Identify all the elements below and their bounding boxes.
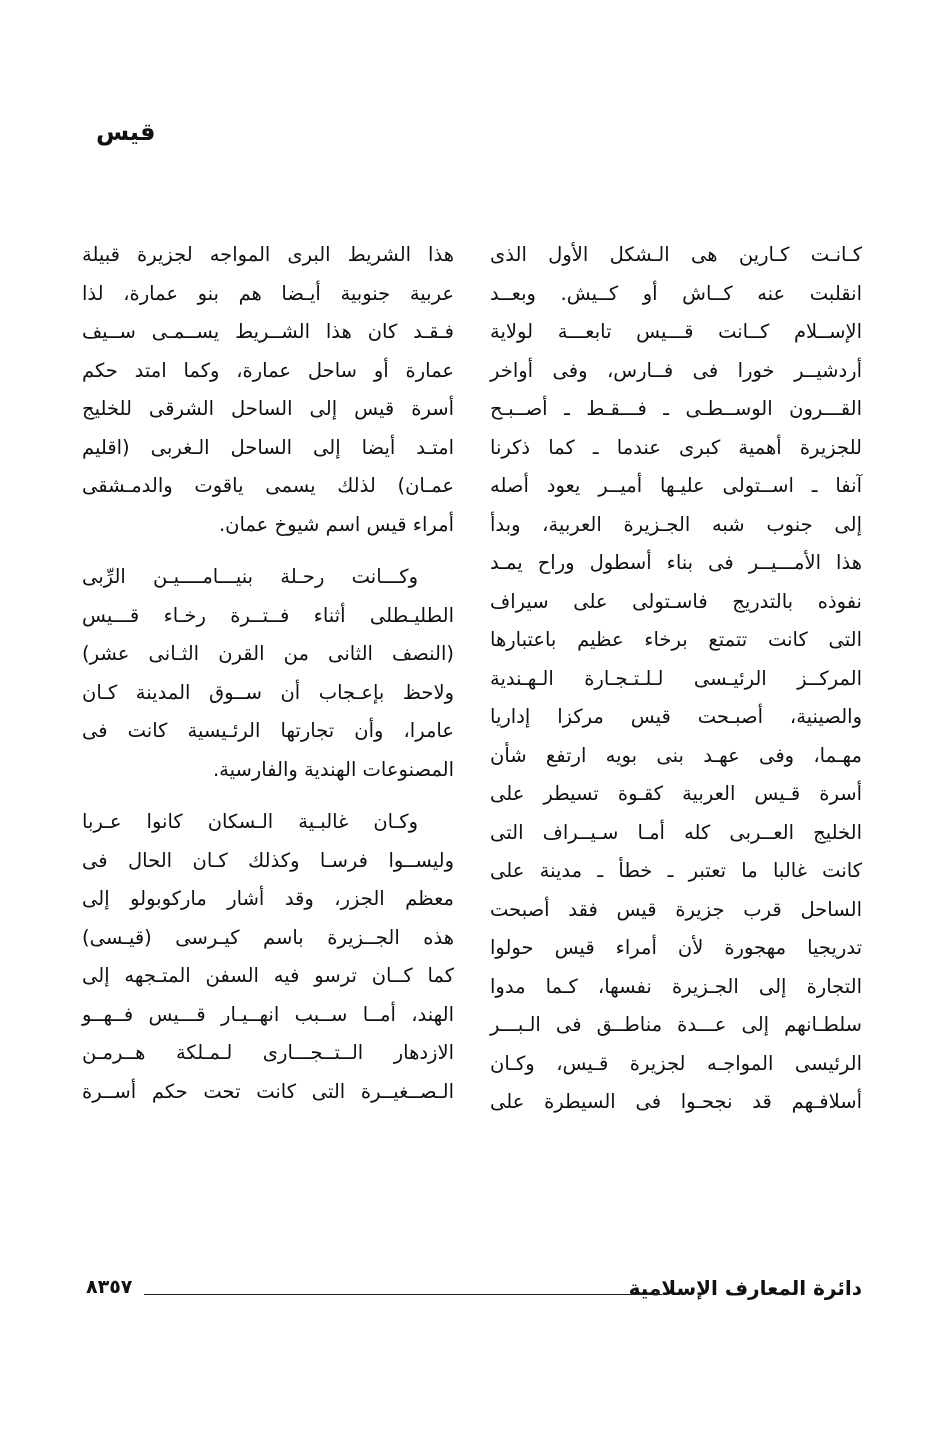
text-line: الازدهار الــتــجـــارى لـمـلكة هــرمـن: [82, 1041, 454, 1064]
text-line: كما كــان ترسو فيه السفن المتـجهه إلى: [82, 964, 454, 987]
text-line: المركــز الرئيـسى لـلـتـجـارة الـهـندية: [490, 666, 862, 690]
text-line: هذه الجــزيرة باسم كيـرسى (قيـسى): [82, 925, 454, 949]
text-line: مهـما، وفى عهـد بنى بويه ارتفع شأن: [490, 743, 862, 767]
text-line: أسرة قـيس العربية كقـوة تسيطر على: [490, 782, 862, 805]
text-line: الهند، أمــا ســبب انهــيـار قـــيس فــهــو: [82, 1002, 454, 1026]
text-line: الخليج العــربى كله أمـا سـيــراف التى: [490, 820, 862, 844]
text-line: امتـد أيضا إلى الساحل الـغربى (اقليم: [82, 435, 454, 459]
text-line: القـــرون الوســطـى ـ فـــقـط ـ أصــبـح: [490, 397, 862, 420]
text-line: المصنوعات الهندية والفارسية.: [212, 757, 454, 781]
text-line: عمارة أو ساحل عمارة، وكما امتد حكم: [82, 358, 454, 382]
text-line: هذا الشريط البرى المواجه لجزيرة قبيلة: [82, 243, 454, 266]
text-line: نفوذه بالتدريج فاسـتولى على سيراف: [490, 589, 862, 613]
text-line: فـقـد كان هذا الشــريط يســمـى ســيف: [82, 320, 454, 343]
text-line: معظم الجزر، وقد أشار ماركوبولو إلى: [82, 887, 454, 910]
text-column-right: [490, 236, 862, 1122]
text-line: التجارة إلى الجـزيرة نفسها، كـما مدوا: [490, 974, 862, 998]
text-line: تدريجيا مهجورة لأن أمراء قيس حولوا: [490, 936, 862, 959]
text-line: وليســوا فرسـا وكذلك كـان الحال فى: [82, 848, 454, 872]
paragraph: [82, 236, 454, 544]
text-column-left: [82, 236, 454, 1111]
text-line: للجزيرة أهمية كبرى عندما ـ كما ذكرنا: [490, 435, 862, 459]
text-line: عامرا، وأن تجارتها الرئـيسية كانت فى: [82, 719, 454, 742]
text-line: الطليـطلى أثناء فــتــرة رخـاء قـــيس: [82, 603, 454, 627]
text-line: آنفا ـ اســتولى عليـها أميــر يعود أصله: [490, 474, 862, 497]
text-line: الساحل قرب جزيرة قيس فقد أصبحت: [490, 897, 862, 921]
text-line: أردشيــر خورا فى فــارس، وفى أواخر: [490, 358, 862, 382]
paragraph: [82, 558, 454, 789]
text-line: انقلبت عنه كــاش أو كــيش. وبعــد: [490, 281, 862, 305]
text-line: (النصف الثانى من القرن الثـانى عشر): [82, 642, 454, 665]
text-line: الرئيسى المواجـه لجزيرة قـيس، وكـان: [490, 1051, 862, 1075]
running-head-title: قيس: [96, 118, 156, 146]
text-line: هذا الأمـــيــر فى بناء أسطول وراح يمـد: [490, 551, 862, 574]
text-line: عمـان) لذلك يسمى ياقوت والدمـشقى: [82, 474, 454, 497]
text-line: والصينية، أصبـحت قيس مركزا إداريا: [490, 705, 862, 728]
paragraph: [82, 803, 454, 1111]
text-line: أمراء قيس اسم شيوخ عمان.: [218, 512, 454, 536]
footer-rule: [144, 1294, 662, 1295]
text-line: وكـــانت رحـلة بنيـــامــــيـن الرِّبى: [82, 565, 418, 588]
text-line: كانت غالبا ما تعتبر ـ خطأ ـ مدينة على: [490, 859, 862, 882]
text-line: كـانـت كـارين هى الـشكل الأول الذى: [490, 243, 862, 266]
text-line: التى كانت تتمتع برخاء عظيم باعتبارها: [490, 628, 862, 651]
text-line: عربية جنوبية أيـضا هم بنو عمارة، لذا: [82, 281, 454, 305]
text-line: أسرة قيس إلى الساحل الشرقى للخليج: [82, 397, 454, 420]
text-line: ولاحظ بإعـجاب أن ســوق المدينة كـان: [82, 680, 454, 704]
encyclopedia-title: دائرة المعارف الإسلامية: [628, 1276, 862, 1300]
page-footer: [86, 1276, 862, 1308]
text-line: وكـان غالبـية الـسكان كانوا عـربا: [82, 810, 418, 833]
text-line: أسلافـهم قد نجحـوا فى السيطرة على: [490, 1090, 862, 1113]
text-line: إلى جنوب شبه الجـزيرة العربية، وبدأ: [490, 512, 862, 536]
page-number: ٨٣٥٧: [86, 1276, 133, 1298]
text-line: الـصــغيــرة التى كانت تحت حكم أســرة: [82, 1079, 454, 1103]
text-line: الإســلام كــانت قـــيس تابعـــة لولاية: [490, 320, 862, 343]
text-line: سلطـانهم إلى عـــدة مناطــق فى الـبـــر: [490, 1013, 862, 1036]
